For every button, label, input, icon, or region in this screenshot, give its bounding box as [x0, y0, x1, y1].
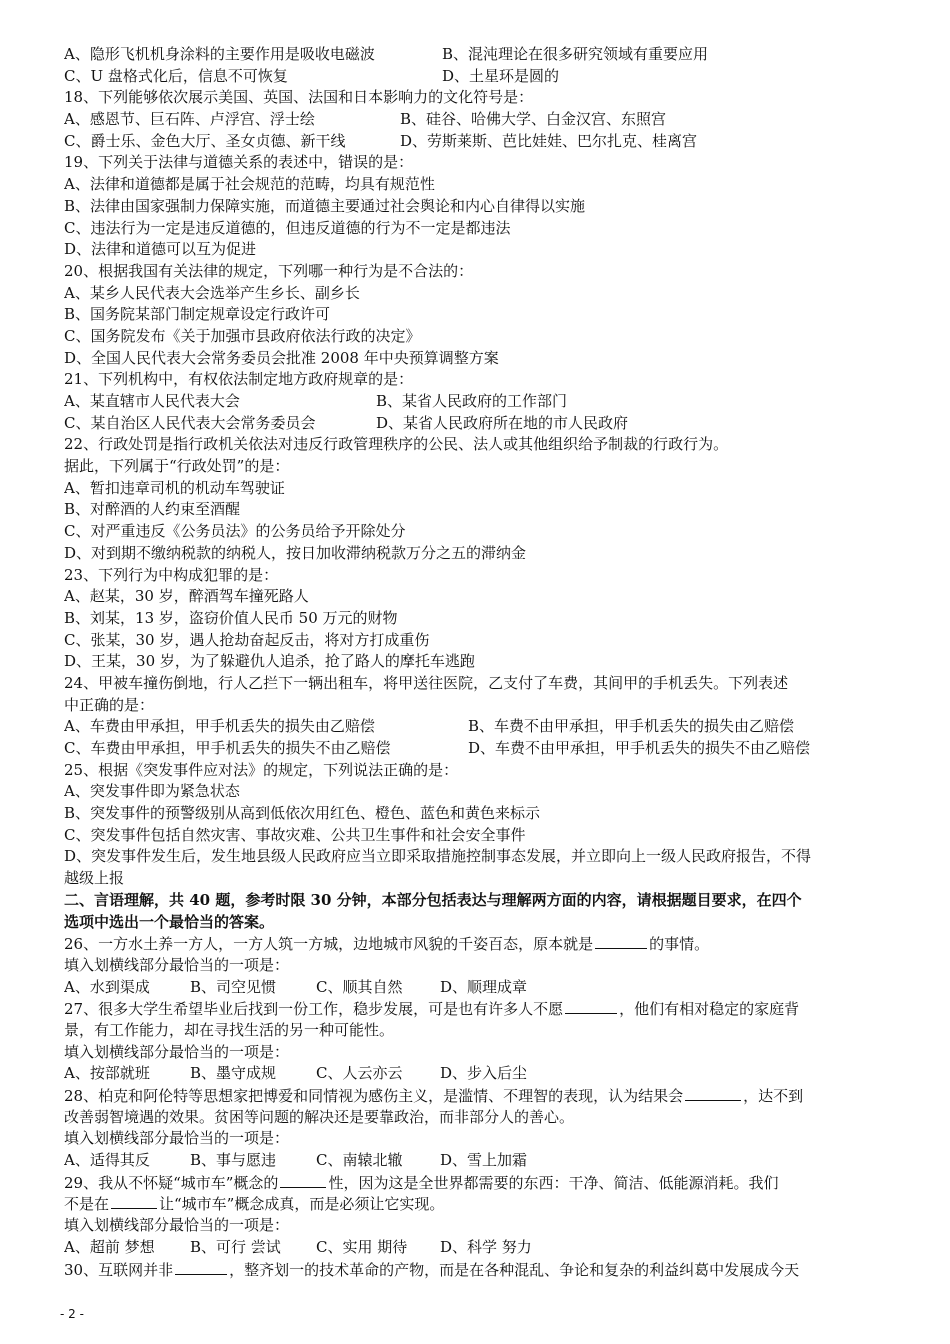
option-right: B、混沌理论在很多研究领域有重要应用 [442, 45, 709, 63]
text-line: 据此，下列属于“行政处罚”的是： [64, 457, 290, 476]
question-text: ，他们有相对稳定的家庭背 [619, 1000, 800, 1019]
question-text: 让“城市车”概念成真，而是必须让它实现。 [159, 1195, 445, 1214]
option-row [64, 131, 904, 153]
text-line: C、违法行为一定是违反道德的，但违反道德的行为不一定是都违法 [64, 218, 511, 237]
option-left: C、某自治区人民代表大会常务委员会 [64, 413, 316, 432]
question-text: 30、互联网并非 [64, 1260, 174, 1279]
option-row [64, 977, 904, 999]
fill-blank-line [111, 1193, 157, 1209]
text-line: 18、下列能够依次展示美国、英国、法国和日本影响力的文化符号是： [64, 88, 534, 107]
text-line: B、国务院某部门制定规章设定行政许可 [64, 305, 331, 324]
text-line: 20、根据我国有关法律的规定，下列哪一种行为是不合法的： [64, 261, 474, 280]
option-item: A、适得其反 [64, 1151, 150, 1170]
option-item: C、顺其自然 [316, 977, 403, 996]
text-line: B、对醉酒的人约束至酒醒 [64, 500, 241, 519]
exam-page-body [64, 44, 904, 1280]
text-line: D、突发事件发生后，发生地县级人民政府应当立即采取措施控制事态发展，并立即向上一级人民政府报告，不得 [64, 847, 812, 866]
option-left: A、车费由甲承担，甲手机丢失的损失由乙赔偿 [64, 717, 375, 736]
option-row [64, 1063, 904, 1085]
option-left: A、隐形飞机机身涂料的主要作用是吸收电磁波 [64, 45, 375, 63]
text-line: D、全国人民代表大会常务委员会批准 2008 年中央预算调整方案 [64, 348, 499, 367]
text-line: 填入划横线部分最恰当的一项是： [64, 1042, 290, 1061]
text-line: 填入划横线部分最恰当的一项是： [64, 955, 290, 974]
option-row [64, 738, 904, 760]
text-line: 24、甲被车撞伤倒地，行人乙拦下一辆出租车，将甲送往医院，乙支付了车费，其间甲的手机丢失。下列表述 [64, 673, 789, 692]
option-right: B、硅谷、哈佛大学、白金汉宫、东照宫 [400, 110, 667, 129]
option-item: B、司空见惯 [190, 977, 277, 996]
text-line: 22、行政处罚是指行政机关依法对违反行政管理秩序的公民、法人或其他组织给予制裁的行政行为。 [64, 435, 729, 454]
option-item: A、水到渠成 [64, 977, 150, 996]
question-with-blank [64, 1259, 904, 1281]
option-item: C、实用 期待 [316, 1237, 408, 1256]
option-row [64, 413, 904, 435]
option-item: D、科学 努力 [440, 1237, 532, 1256]
option-right: B、车费不由甲承担，甲手机丢失的损失由乙赔偿 [468, 717, 795, 736]
option-row [64, 391, 904, 413]
text-line: 填入划横线部分最恰当的一项是： [64, 1129, 290, 1148]
question-text: ，达不到 [743, 1087, 804, 1105]
option-right: B、某省人民政府的工作部门 [376, 392, 568, 410]
option-item: D、步入后尘 [440, 1064, 528, 1083]
text-line: D、王某，30 岁，为了躲避仇人追杀，抢了路人的摩托车逃跑 [64, 652, 475, 671]
question-with-blank [64, 933, 904, 955]
option-item: D、雪上加霜 [440, 1151, 528, 1170]
question-text: 不是在 [64, 1195, 110, 1214]
text-line: 25、根据《突发事件应对法》的规定，下列说法正确的是： [64, 760, 459, 779]
option-item: B、墨守成规 [190, 1064, 277, 1083]
option-left: A、某直辖市人民代表大会 [64, 392, 240, 410]
question-text: 29、我从不怀疑“城市车”概念的 [64, 1173, 279, 1192]
text-line: A、法律和道德都是属于社会规范的范畴，均具有规范性 [64, 175, 435, 194]
option-row [64, 109, 904, 131]
option-right: D、劳斯莱斯、芭比娃娃、巴尔扎克、桂离宫 [400, 131, 698, 150]
option-left: C、车费由甲承担，甲手机丢失的损失不由乙赔偿 [64, 739, 391, 757]
question-with-blank [64, 998, 904, 1020]
question-text: 的事情。 [649, 935, 710, 954]
question-with-blank [64, 1172, 904, 1194]
text-line: 19、下列关于法律与道德关系的表述中，错误的是： [64, 153, 414, 172]
option-right: D、土星环是圆的 [442, 66, 560, 85]
option-item: A、超前 梦想 [64, 1237, 155, 1256]
question-with-blank [64, 1085, 904, 1107]
option-row [64, 716, 904, 738]
text-line: 改善弱智境遇的效果。贫困等问题的解决还是要靠政治，而非部分人的善心。 [64, 1107, 575, 1126]
option-left: A、感恩节、巨石阵、卢浮宫、浮士绘 [64, 110, 315, 129]
option-left: C、爵士乐、金色大厅、圣女贞德、新干线 [64, 131, 346, 150]
text-line: 中正确的是： [64, 695, 155, 714]
question-with-blank [64, 1193, 904, 1215]
fill-blank-line [595, 933, 647, 949]
text-line: C、突发事件包括自然灾害、事故灾难、公共卫生事件和社会安全事件 [64, 825, 526, 844]
option-left: C、U 盘格式化后，信息不可恢复 [64, 66, 288, 85]
text-line: C、张某，30 岁，遇人抢劫奋起反击，将对方打成重伤 [64, 630, 430, 649]
option-item: D、顺理成章 [440, 977, 528, 996]
option-item: C、南辕北辙 [316, 1151, 403, 1170]
option-row [64, 1150, 904, 1172]
option-right: D、某省人民政府所在地的市人民政府 [376, 413, 629, 432]
text-line: 越级上报 [64, 869, 125, 888]
fill-blank-line [565, 998, 617, 1014]
fill-blank-line [685, 1085, 741, 1101]
text-line: C、国务院发布《关于加强市县政府依法行政的决定》 [64, 326, 421, 345]
text-line: C、对严重违反《公务员法》的公务员给予开除处分 [64, 522, 406, 541]
text-line: D、对到期不缴纳税款的纳税人，按日加收滞纳税款万分之五的滞纳金 [64, 543, 527, 562]
text-line: A、某乡人民代表大会选举产生乡长、副乡长 [64, 283, 360, 302]
section-heading: 二、言语理解，共 40 题，参考时限 30 分钟，本部分包括表达与理解两方面的内容，请根据题目要求，在四个 [64, 890, 802, 909]
fill-blank-line [280, 1172, 326, 1188]
option-right: D、车费不由甲承担，甲手机丢失的损失不由乙赔偿 [468, 739, 811, 757]
text-line: 景，有工作能力，却在寻找生活的另一种可能性。 [64, 1020, 395, 1039]
text-line: B、突发事件的预警级别从高到低依次用红色、橙色、蓝色和黄色来标示 [64, 804, 541, 823]
option-row [64, 44, 904, 66]
text-line: D、法律和道德可以互为促进 [64, 240, 257, 259]
page-number: - 2 - [60, 1307, 84, 1321]
text-line: B、法律由国家强制力保障实施，而道德主要通过社会舆论和内心自律得以实施 [64, 196, 586, 215]
text-line: A、赵某，30 岁，醉酒驾车撞死路人 [64, 587, 309, 606]
option-item: B、可行 尝试 [190, 1237, 281, 1256]
option-item: C、人云亦云 [316, 1064, 403, 1083]
text-line: 填入划横线部分最恰当的一项是： [64, 1216, 290, 1235]
question-text: 26、一方水土养一方人，一方人筑一方城，边地城市风貌的千姿百态，原本就是 [64, 935, 594, 954]
option-item: A、按部就班 [64, 1064, 150, 1083]
question-text: 28、柏克和阿伦特等思想家把博爱和同情视为感伤主义，是滥情、不理智的表现，认为结果会 [64, 1087, 684, 1105]
fill-blank-line [175, 1259, 227, 1275]
text-line: 21、下列机构中，有权依法制定地方政府规章的是： [64, 370, 414, 389]
section-heading: 选项中选出一个最恰当的答案。 [64, 912, 275, 931]
text-line: 23、下列行为中构成犯罪的是： [64, 565, 279, 584]
option-item: B、事与愿违 [190, 1151, 277, 1170]
option-row [64, 66, 904, 88]
question-text: 27、很多大学生希望毕业后找到一份工作，稳步发展，可是也有许多人不愿 [64, 1000, 564, 1019]
option-row [64, 1237, 904, 1259]
question-text: ，整齐划一的技术革命的产物，而是在各种混乱、争论和复杂的利益纠葛中发展成今天 [229, 1260, 800, 1279]
question-text: 性，因为这是全世界都需要的东西：干净、简洁、低能源消耗。我们 [328, 1173, 779, 1192]
text-line: A、暂扣违章司机的机动车驾驶证 [64, 478, 285, 497]
text-line: A、突发事件即为紧急状态 [64, 782, 240, 801]
text-line: B、刘某，13 岁，盗窃价值人民币 50 万元的财物 [64, 608, 398, 627]
